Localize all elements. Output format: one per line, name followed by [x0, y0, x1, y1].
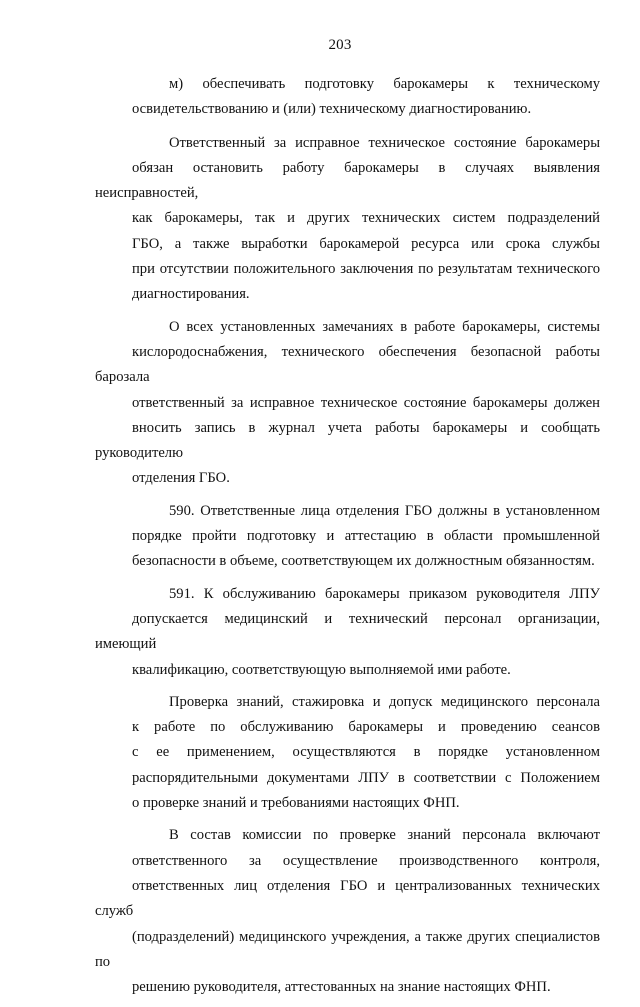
- paragraph-591: [95, 582, 600, 683]
- text-line: диагностирования.: [132, 286, 250, 303]
- paragraph-m-clause: [95, 72, 600, 123]
- text-line: решению руководителя, аттестованных на знание настоящих ФНП.: [132, 979, 551, 996]
- paragraph-knowledge-check: [95, 690, 600, 816]
- text-line: О всех установленных замечаниях в работе барокамеры, системы: [169, 318, 600, 335]
- text-line: как барокамеры, так и других технических систем подразделений: [132, 210, 600, 227]
- text-line: 590. Ответственные лица отделения ГБО должны в установленном: [169, 502, 600, 519]
- text-line: обязан остановить работу барокамеры в случаях выявления неисправностей,: [95, 159, 600, 202]
- text-line: допускается медицинский и технический персонал организации, имеющий: [95, 610, 600, 653]
- text-line: распорядительными документами ЛПУ в соответствии с Положением: [132, 769, 600, 786]
- text-line: кислородоснабжения, технического обеспечения безопасной работы барозала: [95, 343, 600, 386]
- paragraph-commission: [95, 823, 600, 1000]
- text-line: м) обеспечивать подготовку барокамеры к техническому: [169, 76, 600, 92]
- text-line: ответственных лиц отделения ГБО и централизованных технических служб: [95, 877, 600, 920]
- text-line: отделения ГБО.: [132, 470, 230, 487]
- text-line: с ее применением, осуществляются в порядке установленном: [132, 744, 600, 761]
- text-line: при отсутствии положительного заключения по результатам технического: [132, 261, 600, 278]
- text-line: (подразделений) медицинского учреждения, а также других специалистов по: [95, 928, 600, 970]
- page-number: 203: [328, 37, 352, 53]
- paragraph-remarks-journal: [95, 315, 600, 492]
- document-body: [95, 72, 600, 1007]
- text-line: порядке пройти подготовку и аттестацию в области промышленной: [132, 528, 600, 545]
- paragraph-590: [95, 499, 600, 575]
- text-line: безопасности в объеме, соответствующем их должностным обязанностям.: [132, 553, 595, 570]
- text-line: 591. К обслуживанию барокамеры приказом руководителя ЛПУ: [169, 585, 600, 602]
- paragraph-responsible-stop: [95, 131, 600, 308]
- text-line: Ответственный за исправное техническое состояние барокамеры: [169, 134, 600, 151]
- text-line: квалификацию, соответствующую выполняемой ими работе.: [132, 661, 511, 678]
- text-line: о проверке знаний и требованиями настоящих ФНП.: [132, 795, 460, 812]
- text-line: ответственный за исправное техническое состояние барокамеры должен: [132, 394, 600, 411]
- text-line: вносить запись в журнал учета работы барокамеры и сообщать руководителю: [95, 419, 600, 462]
- text-line: к работе по обслуживанию барокамеры и проведению сеансов: [132, 719, 600, 736]
- text-line: В состав комиссии по проверке знаний персонала включают: [169, 827, 600, 844]
- text-line: освидетельствованию и (или) техническому диагностированию.: [132, 101, 532, 118]
- text-line: Проверка знаний, стажировка и допуск медицинского персонала: [169, 693, 600, 710]
- text-line: ответственного за осуществление производственного контроля,: [132, 852, 600, 869]
- text-line: ГБО, а также выработки барокамерой ресурса или срока службы: [132, 235, 600, 252]
